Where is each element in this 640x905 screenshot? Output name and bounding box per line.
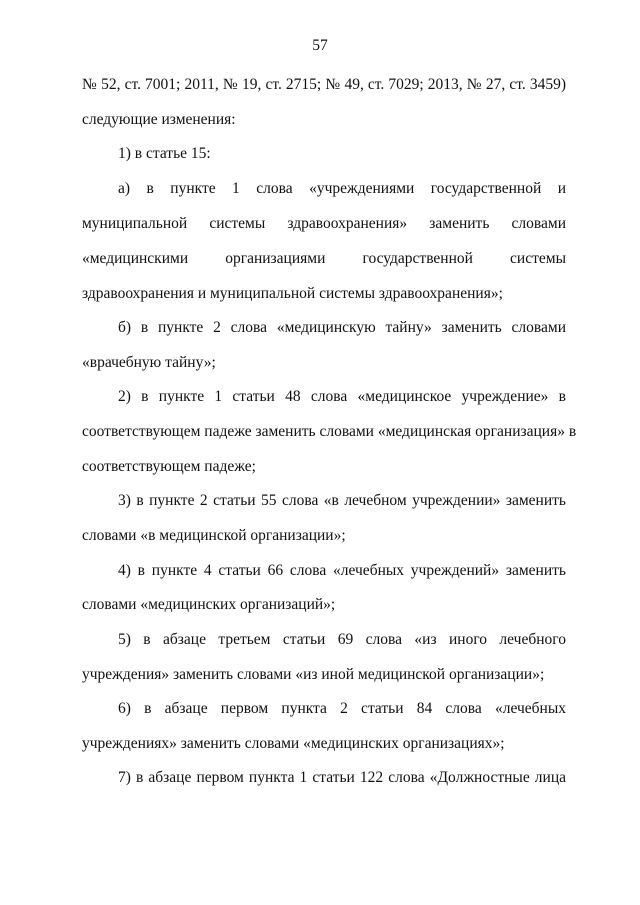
text-line: а) в пункте 1 слова «учреждениями государственной и xyxy=(118,180,566,197)
text-line: учреждения» заменить словами «из иной медицинской организации»; xyxy=(82,666,545,683)
text-line: «врачебную тайну»; xyxy=(82,354,216,371)
text-line: № 52, ст. 7001; 2011, № 19, ст. 2715; № 49, ст. 7029; 2013, № 27, ст. 3459) xyxy=(82,76,566,93)
text-line: 3) в пункте 2 статьи 55 слова «в лечебном учреждении» заменить xyxy=(118,492,566,509)
text-line: соответствующем падеже заменить словами «медицинская организация» в xyxy=(82,423,577,440)
text-line: муниципальной системы здравоохранения» заменить словами xyxy=(82,215,566,232)
page-number: 57 xyxy=(312,37,328,54)
text-line: «медицинскими организациями государственной системы xyxy=(82,250,566,267)
text-line: здравоохранения и муниципальной системы здравоохранения»; xyxy=(82,285,503,302)
text-line: 2) в пункте 1 статьи 48 слова «медицинское учреждение» в xyxy=(118,388,566,405)
text-line: учреждениях» заменить словами «медицинских организациях»; xyxy=(82,735,505,752)
text-line: словами «в медицинской организации»; xyxy=(82,527,346,544)
text-line: 4) в пункте 4 статьи 66 слова «лечебных учреждений» заменить xyxy=(118,562,566,579)
text-line: 7) в абзаце первом пункта 1 статьи 122 слова «Должностные лица xyxy=(118,769,566,786)
text-line: 5) в абзаце третьем статьи 69 слова «из иного лечебного xyxy=(118,631,566,648)
text-line: следующие изменения: xyxy=(82,111,236,128)
text-line: словами «медицинских организаций»; xyxy=(82,596,336,613)
text-line: б) в пункте 2 слова «медицинскую тайну» заменить словами xyxy=(118,319,566,336)
text-line: 6) в абзаце первом пункта 2 статьи 84 слова «лечебных xyxy=(118,700,566,717)
text-line: соответствующем падеже; xyxy=(82,458,256,475)
text-line: 1) в статье 15: xyxy=(118,145,211,162)
